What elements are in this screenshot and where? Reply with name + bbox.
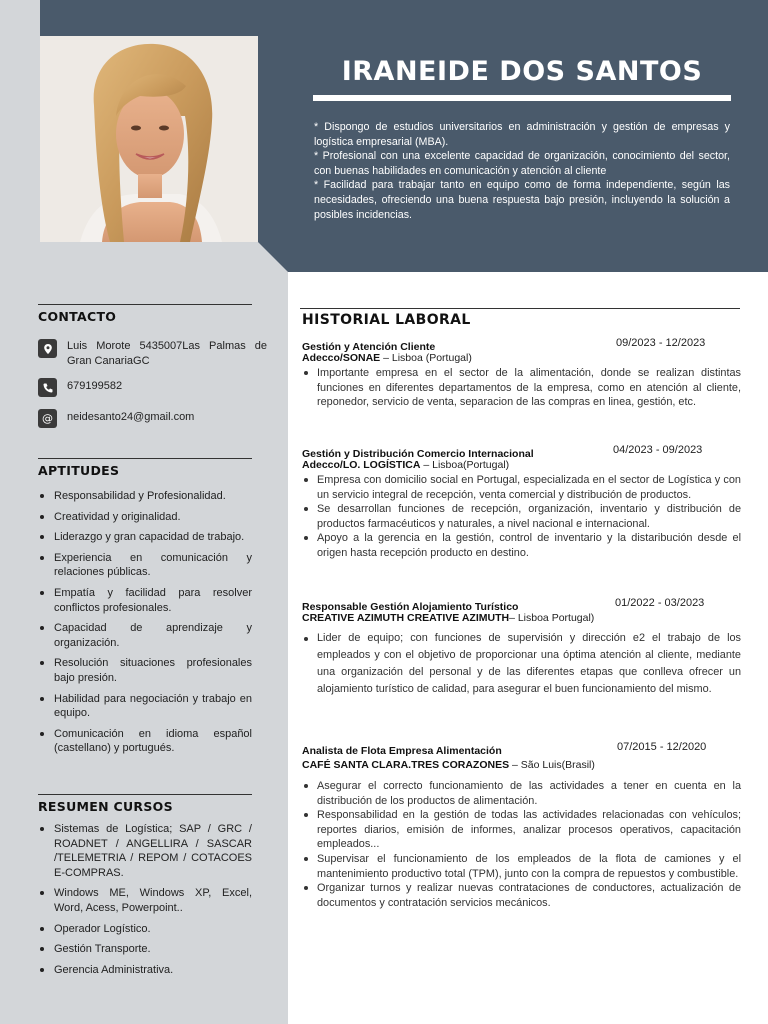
job-title: Analista de Flota Empresa Alimentación [302, 745, 502, 757]
courses-list [38, 822, 252, 977]
job-bullet: Empresa con domicilio social en Portugal, especializada en el sector de Logística y con un servicio integral de recepción, venta comercial y distribución de productos. [302, 473, 741, 502]
job-entry [302, 444, 741, 561]
header-corner [0, 0, 40, 36]
skills-title: APTITUDES [38, 463, 120, 478]
course-item: Gerencia Administrativa. [38, 963, 252, 978]
skills-section [38, 458, 252, 762]
job-date: 04/2023 - 09/2023 [613, 444, 703, 456]
skill-item: Experiencia en comunicación y relaciones públicas. [38, 551, 252, 580]
at-sign-icon: @ [38, 409, 57, 428]
section-divider [38, 304, 252, 305]
job-bullet: Se desarrollan funciones de recepción, organización, inventario y distribución de productos farmacéuticos y naturales, a nivel nacional e internacional. [302, 502, 741, 531]
job-entry [302, 337, 741, 410]
job-bullet: Lider de equipo; con funciones de supervisión y dirección e2 el trabajo de los empleados y con el objetivo de proporcionar una óptima atención al cliente, mediante una organización del personal y de las diferentes etapas que conlleva ofrecer un alojamiento turístico de calidad, para asegurar el buen funcionamiento del mismo. [302, 630, 741, 698]
experience-title: HISTORIAL LABORAL [302, 312, 471, 328]
contact-section [38, 304, 252, 324]
job-date: 07/2015 - 12/2020 [617, 741, 707, 753]
job-company-line [302, 352, 741, 364]
job-title: Gestión y Distribución Comercio Internacional [302, 448, 534, 460]
job-company: Adecco/SONAE [302, 352, 381, 364]
job-entry [302, 597, 741, 698]
skill-item: Resolución situaciones profesionales bajo presión. [38, 656, 252, 685]
job-title: Gestión y Atención Cliente [302, 341, 436, 353]
skill-item: Creatividad y originalidad. [38, 510, 252, 525]
job-bullets [302, 779, 741, 910]
job-date: 09/2023 - 12/2023 [616, 337, 706, 349]
location-pin-icon [38, 339, 57, 358]
contact-email[interactable]: neidesanto24@gmail.com [67, 411, 195, 423]
job-location: – Lisboa(Portugal) [420, 459, 510, 471]
job-bullet: Asegurar el correcto funcionamiento de las actividades a tener en cuenta en la distribución de los productos de alimentación. [302, 779, 741, 808]
courses-section [38, 794, 252, 983]
contact-phone-row [38, 378, 267, 397]
job-bullet: Importante empresa en el sector de la alimentación, donde se realizan distintas funciones en diferentes departamentos de la empresa, como en atención al cliente, reponedor, servicio de venta, separacion de las compras en linea, gestión, etc. [302, 366, 741, 410]
skill-item: Liderazgo y gran capacidad de trabajo. [38, 530, 252, 545]
skill-item: Empatía y facilidad para resolver conflictos profesionales. [38, 586, 252, 615]
job-company-line [302, 459, 741, 471]
summary-line: * Profesional con una excelente capacidad de organización, conocimiento del sector, con buenas habilidades en comunicación y atención al cliente [314, 150, 730, 177]
summary-line: * Facilidad para trabajar tanto en equipo como de forma independiente, según las necesidades, ofreciendo una buena respuesta bajo presión, incluyendo la solución a posibles incidencias. [314, 179, 730, 221]
candidate-name: IRANEIDE DOS SANTOS [341, 56, 703, 87]
section-divider [300, 308, 740, 309]
job-bullet: Apoyo a la gerencia en la gestión, control de inventario y la distaribución desde el origen hasta recepción producto en destino. [302, 531, 741, 560]
skill-item: Comunicación en idioma español (castellano) y portugués. [38, 727, 252, 756]
contact-email-row [38, 409, 267, 428]
summary-line: * Dispongo de estudios universitarios en administración y gestión de empresas y logística empresarial (MBA). [314, 121, 730, 148]
course-item: Sistemas de Logística; SAP / GRC / ROADNET / ANGELLIRA / SASCAR /TELEMETRIA / REPOM / COTACOES E-COMPRAS. [38, 822, 252, 880]
job-location: – São Luis(Brasil) [509, 759, 595, 771]
job-bullets [302, 366, 741, 410]
job-date: 01/2022 - 03/2023 [615, 597, 705, 609]
job-company: Adecco/LO. LOGÍSTICA [302, 459, 421, 471]
job-company: CAFÉ SANTA CLARA.TRES CORAZONES [302, 759, 510, 771]
job-bullet: Organizar turnos y realizar nuevas contrataciones de conductores, actualización de documentos y contratación servicios mecánicos. [302, 881, 741, 910]
contact-address: Luis Morote 5435007Las Palmas de Gran CanariaGC [67, 340, 267, 367]
skills-list [38, 489, 252, 756]
profile-summary [314, 120, 730, 222]
course-item: Windows ME, Windows XP, Excel, Word, Acess, Powerpoint.. [38, 886, 252, 915]
job-company-line [302, 612, 741, 624]
job-title: Responsable Gestión Alojamiento Turístico [302, 601, 519, 613]
name-underline [313, 95, 731, 101]
section-divider [38, 458, 252, 459]
job-location: – Lisboa (Portugal) [380, 352, 472, 364]
contact-address-row [38, 339, 267, 369]
job-bullets [302, 630, 741, 698]
profile-photo [40, 36, 258, 242]
course-item: Gestión Transporte. [38, 942, 252, 957]
phone-icon [38, 378, 57, 397]
course-item: Operador Logístico. [38, 922, 252, 937]
job-bullet: Responsabilidad en la gestión de todas las actividades relacionadas con vehículos; reportes diarios, emisión de informes, analizar procesos operativos, capacitación empleados... [302, 808, 741, 852]
skill-item: Habilidad para negociación y trabajo en equipo. [38, 692, 252, 721]
section-divider [38, 794, 252, 795]
courses-title: RESUMEN CURSOS [38, 799, 173, 814]
job-company: CREATIVE AZIMUTH CREATIVE AZIMUTH [302, 612, 510, 624]
job-bullet: Supervisar el funcionamiento de los empleados de la flota de camiones y el mantenimiento productivo total (TPM), junto con la compra de repuestos y combustible. [302, 852, 741, 881]
job-entry [302, 741, 741, 910]
contact-phone[interactable]: 679199582 [67, 380, 123, 392]
job-location: – Lisboa Portugal) [509, 612, 595, 624]
skill-item: Responsabilidad y Profesionalidad. [38, 489, 252, 504]
job-company-line [302, 759, 741, 771]
contact-title: CONTACTO [38, 309, 117, 324]
skill-item: Capacidad de aprendizaje y organización. [38, 621, 252, 650]
job-bullets [302, 473, 741, 561]
